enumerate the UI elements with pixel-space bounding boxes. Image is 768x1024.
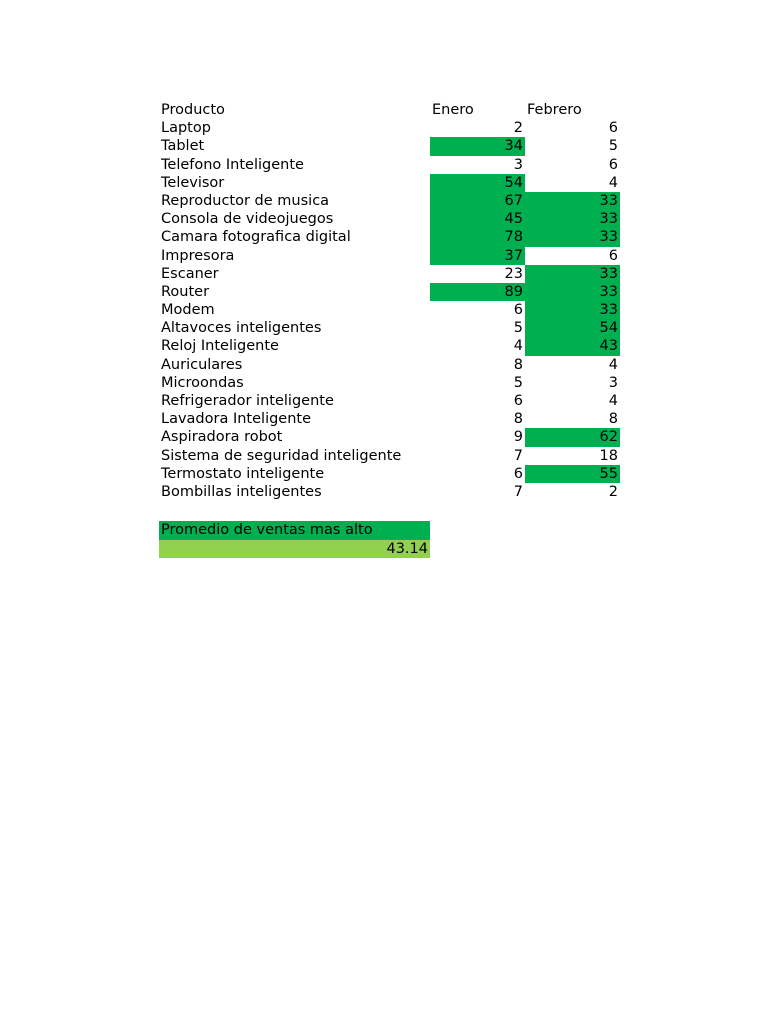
product-cell[interactable]: Laptop bbox=[161, 120, 211, 137]
table-row bbox=[159, 156, 620, 174]
enero-cell[interactable]: 8 bbox=[513, 356, 523, 373]
enero-cell[interactable]: 2 bbox=[513, 120, 523, 137]
product-cell[interactable]: Reloj Inteligente bbox=[161, 338, 279, 355]
febrero-cell[interactable]: 33 bbox=[525, 210, 620, 228]
table-row bbox=[159, 192, 620, 210]
enero-cell[interactable]: 6 bbox=[513, 393, 523, 409]
table-row bbox=[159, 210, 620, 228]
febrero-cell[interactable]: 6 bbox=[608, 156, 618, 173]
enero-cell[interactable]: 34 bbox=[430, 137, 525, 155]
febrero-cell[interactable]: 6 bbox=[608, 247, 618, 264]
table-row bbox=[159, 247, 620, 265]
table-row bbox=[159, 392, 620, 410]
product-cell[interactable]: Router bbox=[161, 283, 210, 300]
table-row bbox=[159, 410, 620, 428]
table-row bbox=[159, 465, 620, 483]
table-row bbox=[159, 301, 620, 319]
table-row bbox=[159, 174, 620, 192]
summary-label[interactable]: Promedio de ventas mas alto bbox=[159, 521, 430, 540]
product-cell[interactable]: Bombillas inteligentes bbox=[161, 483, 322, 500]
summary-value[interactable]: 43.14 bbox=[159, 540, 430, 559]
febrero-cell[interactable]: 6 bbox=[608, 120, 618, 137]
table-row bbox=[159, 228, 620, 246]
febrero-cell[interactable]: 4 bbox=[608, 174, 618, 191]
product-cell[interactable]: Lavadora Inteligente bbox=[161, 411, 312, 428]
product-cell[interactable]: Escaner bbox=[161, 265, 219, 282]
enero-cell[interactable]: 8 bbox=[513, 411, 523, 428]
enero-cell[interactable]: 54 bbox=[430, 174, 525, 192]
enero-cell[interactable]: 5 bbox=[513, 320, 523, 337]
product-cell[interactable]: Telefono Inteligente bbox=[161, 156, 304, 173]
header-product[interactable]: Producto bbox=[161, 102, 225, 118]
product-cell[interactable]: Reproductor de musica bbox=[161, 192, 330, 209]
febrero-cell[interactable]: 2 bbox=[608, 483, 618, 500]
product-cell[interactable]: Microondas bbox=[161, 374, 244, 391]
febrero-cell[interactable]: 33 bbox=[525, 265, 620, 283]
enero-cell[interactable]: 3 bbox=[513, 156, 523, 173]
febrero-cell[interactable]: 33 bbox=[525, 228, 620, 246]
table-row bbox=[159, 283, 620, 301]
enero-cell[interactable]: 23 bbox=[504, 265, 523, 282]
product-cell[interactable]: Televisor bbox=[161, 174, 225, 191]
table-row bbox=[159, 119, 620, 137]
enero-cell[interactable]: 7 bbox=[513, 483, 523, 500]
product-cell[interactable]: Tablet bbox=[161, 138, 205, 155]
header-row bbox=[159, 101, 620, 119]
table-row bbox=[159, 428, 620, 446]
table-row bbox=[159, 447, 620, 465]
table-row bbox=[159, 319, 620, 337]
table-row bbox=[159, 265, 620, 283]
product-cell[interactable]: Impresora bbox=[161, 247, 235, 264]
product-cell[interactable]: Auriculares bbox=[161, 356, 243, 373]
enero-cell[interactable]: 89 bbox=[430, 283, 525, 301]
table-row bbox=[159, 483, 620, 501]
product-cell[interactable]: Refrigerador inteligente bbox=[161, 393, 334, 409]
enero-cell[interactable]: 7 bbox=[513, 447, 523, 464]
enero-cell[interactable]: 6 bbox=[513, 465, 523, 482]
table-row bbox=[159, 374, 620, 392]
febrero-cell[interactable]: 55 bbox=[525, 465, 620, 483]
febrero-cell[interactable]: 8 bbox=[608, 411, 618, 428]
product-cell[interactable]: Sistema de seguridad inteligente bbox=[161, 447, 402, 464]
sales-table bbox=[159, 101, 620, 501]
febrero-cell[interactable]: 43 bbox=[525, 337, 620, 355]
product-cell[interactable]: Camara fotografica digital bbox=[161, 229, 351, 246]
febrero-cell[interactable]: 33 bbox=[525, 301, 620, 319]
summary-box bbox=[159, 521, 430, 558]
febrero-cell[interactable]: 18 bbox=[599, 447, 618, 464]
enero-cell[interactable]: 37 bbox=[430, 247, 525, 265]
febrero-cell[interactable]: 62 bbox=[525, 428, 620, 446]
enero-cell[interactable]: 45 bbox=[430, 210, 525, 228]
product-cell[interactable]: Aspiradora robot bbox=[161, 429, 283, 446]
febrero-cell[interactable]: 3 bbox=[608, 374, 618, 391]
febrero-cell[interactable]: 5 bbox=[608, 138, 618, 155]
header-enero[interactable]: Enero bbox=[432, 102, 474, 118]
febrero-cell[interactable]: 33 bbox=[525, 283, 620, 301]
table-body bbox=[159, 119, 620, 501]
product-cell[interactable]: Altavoces inteligentes bbox=[161, 320, 322, 337]
enero-cell[interactable]: 4 bbox=[513, 338, 523, 355]
febrero-cell[interactable]: 54 bbox=[525, 319, 620, 337]
enero-cell[interactable]: 5 bbox=[513, 374, 523, 391]
product-cell[interactable]: Modem bbox=[161, 302, 215, 319]
enero-cell[interactable]: 78 bbox=[430, 228, 525, 246]
enero-cell[interactable]: 6 bbox=[513, 302, 523, 319]
febrero-cell[interactable]: 4 bbox=[608, 356, 618, 373]
enero-cell[interactable]: 9 bbox=[513, 429, 523, 446]
enero-cell[interactable]: 67 bbox=[430, 192, 525, 210]
table-row bbox=[159, 337, 620, 355]
header-febrero[interactable]: Febrero bbox=[527, 102, 582, 118]
product-cell[interactable]: Termostato inteligente bbox=[161, 465, 325, 482]
febrero-cell[interactable]: 33 bbox=[525, 192, 620, 210]
table-row bbox=[159, 137, 620, 155]
febrero-cell[interactable]: 4 bbox=[608, 393, 618, 409]
product-cell[interactable]: Consola de videojuegos bbox=[161, 211, 334, 228]
table-row bbox=[159, 356, 620, 374]
